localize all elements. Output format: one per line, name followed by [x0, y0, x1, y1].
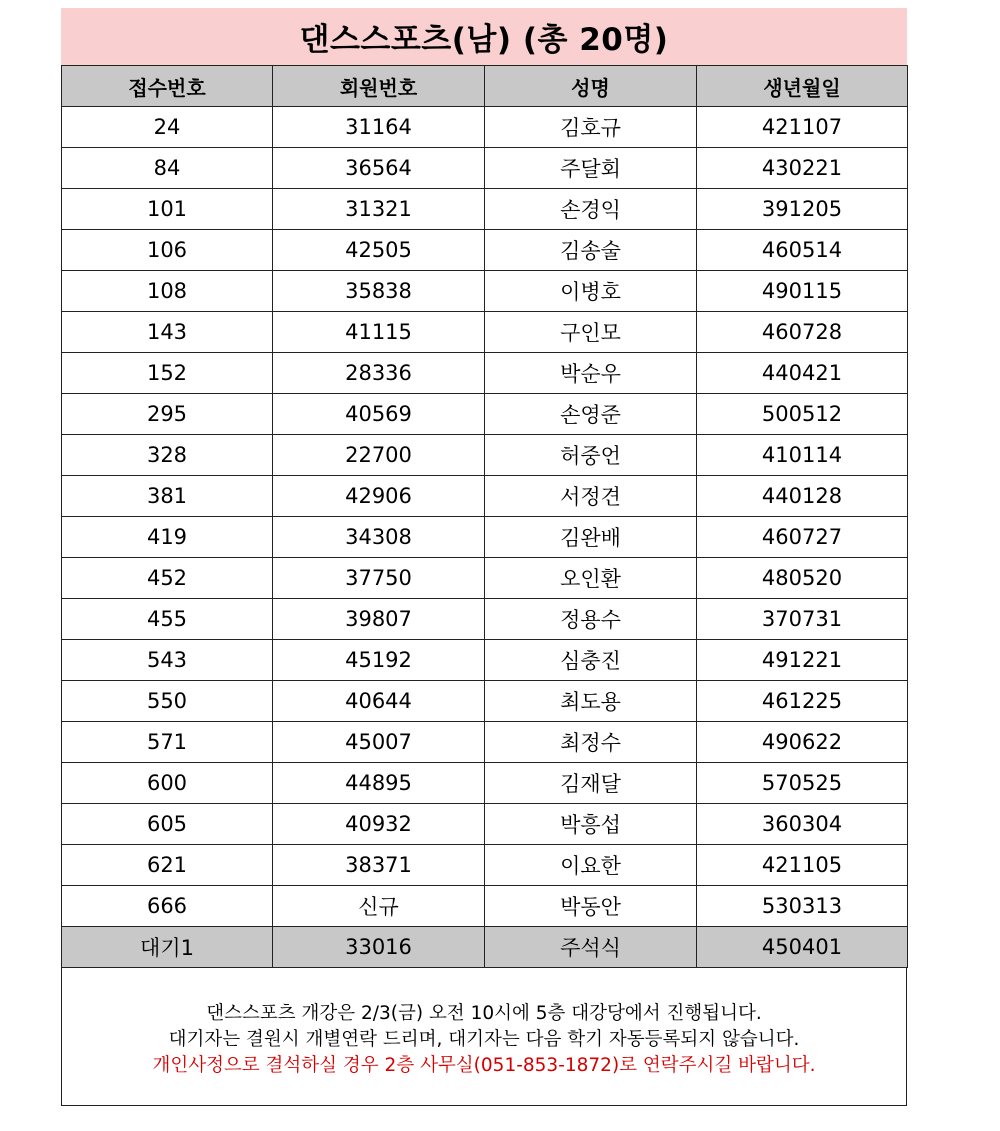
- header-name: 성명: [485, 66, 697, 107]
- roster-body: [62, 107, 908, 927]
- cell-name: 오인환: [485, 558, 697, 599]
- cell-member-number: 31321: [273, 189, 485, 230]
- cell-birthdate: 460727: [697, 517, 908, 558]
- cell-birthdate: 570525: [697, 763, 908, 804]
- table-header-row: [62, 66, 908, 107]
- cell-birthdate: 440421: [697, 353, 908, 394]
- cell-birthdate: 500512: [697, 394, 908, 435]
- table-row: [62, 517, 908, 558]
- cell-member-number: 42505: [273, 230, 485, 271]
- cell-receipt-number: 108: [62, 271, 273, 312]
- cell-birthdate: 410114: [697, 435, 908, 476]
- cell-member-number: 38371: [273, 845, 485, 886]
- cell-name: 김재달: [485, 763, 697, 804]
- table-row: [62, 189, 908, 230]
- cell-member-number: 28336: [273, 353, 485, 394]
- cell-member-number: 37750: [273, 558, 485, 599]
- cell-name: 김호규: [485, 107, 697, 148]
- cell-name: 이병호: [485, 271, 697, 312]
- cell-member-number: 34308: [273, 517, 485, 558]
- cell-birthdate: 490115: [697, 271, 908, 312]
- cell-receipt-number: 152: [62, 353, 273, 394]
- cell-name: 박순우: [485, 353, 697, 394]
- table-row: [62, 886, 908, 927]
- cell-name: 박흥섭: [485, 804, 697, 845]
- cell-member-number: 40569: [273, 394, 485, 435]
- cell-birthdate: 490622: [697, 722, 908, 763]
- cell-member-number: 신규: [273, 886, 485, 927]
- cell-birthdate: 421107: [697, 107, 908, 148]
- cell-birthdate: 360304: [697, 804, 908, 845]
- cell-receipt-number: 605: [62, 804, 273, 845]
- cell-receipt-number: 452: [62, 558, 273, 599]
- cell-birthdate: 530313: [697, 886, 908, 927]
- cell-birthdate: 461225: [697, 681, 908, 722]
- cell-name: 심충진: [485, 640, 697, 681]
- cell-receipt-number: 24: [62, 107, 273, 148]
- cell-receipt-number: 550: [62, 681, 273, 722]
- cell-name: 정용수: [485, 599, 697, 640]
- table-row: [62, 230, 908, 271]
- cell-name: 손경익: [485, 189, 697, 230]
- cell-receipt-number: 600: [62, 763, 273, 804]
- cell-name: 주달회: [485, 148, 697, 189]
- cell-birthdate: 421105: [697, 845, 908, 886]
- table-row: [62, 148, 908, 189]
- cell-member-number: 36564: [273, 148, 485, 189]
- cell-name: 김완배: [485, 517, 697, 558]
- cell-name: 최도용: [485, 681, 697, 722]
- header-member-number: 회원번호: [273, 66, 485, 107]
- cell-name: 김송술: [485, 230, 697, 271]
- table-row: [62, 271, 908, 312]
- cell-receipt-number: 106: [62, 230, 273, 271]
- cell-receipt-number: 543: [62, 640, 273, 681]
- cell-member-number: 40644: [273, 681, 485, 722]
- table-row: [62, 476, 908, 517]
- cell-receipt-number: 295: [62, 394, 273, 435]
- table-row: [62, 435, 908, 476]
- cell-name: 허중언: [485, 435, 697, 476]
- table-row: [62, 845, 908, 886]
- cell-birthdate: 440128: [697, 476, 908, 517]
- cell-member-number: 35838: [273, 271, 485, 312]
- table-row: [62, 107, 908, 148]
- notice-line-2: 대기자는 결원시 개별연락 드리며, 대기자는 다음 학기 자동등록되지 않습니다.: [168, 1028, 800, 1050]
- table-row: [62, 681, 908, 722]
- table-row: [62, 558, 908, 599]
- cell-receipt-number: 143: [62, 312, 273, 353]
- waiting-member-number: 33016: [273, 927, 485, 968]
- cell-receipt-number: 621: [62, 845, 273, 886]
- cell-member-number: 39807: [273, 599, 485, 640]
- cell-receipt-number: 101: [62, 189, 273, 230]
- roster-table: [61, 65, 908, 968]
- page-title: 댄스스포츠(남) (총 20명): [61, 8, 907, 65]
- cell-name: 박동안: [485, 886, 697, 927]
- cell-member-number: 41115: [273, 312, 485, 353]
- cell-name: 최정수: [485, 722, 697, 763]
- cell-member-number: 42906: [273, 476, 485, 517]
- cell-member-number: 45007: [273, 722, 485, 763]
- cell-birthdate: 491221: [697, 640, 908, 681]
- cell-name: 구인모: [485, 312, 697, 353]
- header-receipt-number: 접수번호: [62, 66, 273, 107]
- waiting-row: [62, 927, 908, 968]
- cell-member-number: 44895: [273, 763, 485, 804]
- cell-receipt-number: 571: [62, 722, 273, 763]
- cell-birthdate: 391205: [697, 189, 908, 230]
- notice-line-1: 댄스스포츠 개강은 2/3(금) 오전 10시에 5층 대강당에서 진행됩니다.: [206, 1002, 762, 1024]
- roster-sheet: [61, 8, 907, 1106]
- cell-member-number: 22700: [273, 435, 485, 476]
- waiting-receipt-number: 대기1: [62, 927, 273, 968]
- cell-birthdate: 430221: [697, 148, 908, 189]
- table-row: [62, 353, 908, 394]
- cell-receipt-number: 84: [62, 148, 273, 189]
- cell-name: 이요한: [485, 845, 697, 886]
- cell-receipt-number: 666: [62, 886, 273, 927]
- cell-receipt-number: 455: [62, 599, 273, 640]
- notice-line-3: 개인사정으로 결석하실 경우 2층 사무실(051-853-1872)로 연락주시길 바랍니다.: [152, 1054, 816, 1076]
- table-row: [62, 312, 908, 353]
- table-row: [62, 804, 908, 845]
- cell-name: 손영준: [485, 394, 697, 435]
- cell-birthdate: 460728: [697, 312, 908, 353]
- cell-receipt-number: 328: [62, 435, 273, 476]
- waiting-birthdate: 450401: [697, 927, 908, 968]
- table-row: [62, 763, 908, 804]
- cell-name: 서정견: [485, 476, 697, 517]
- cell-birthdate: 460514: [697, 230, 908, 271]
- table-row: [62, 640, 908, 681]
- table-row: [62, 599, 908, 640]
- table-row: [62, 722, 908, 763]
- table-row: [62, 394, 908, 435]
- cell-member-number: 45192: [273, 640, 485, 681]
- notice-box: [61, 968, 907, 1106]
- cell-birthdate: 480520: [697, 558, 908, 599]
- waiting-name: 주석식: [485, 927, 697, 968]
- cell-member-number: 31164: [273, 107, 485, 148]
- cell-receipt-number: 419: [62, 517, 273, 558]
- cell-member-number: 40932: [273, 804, 485, 845]
- cell-birthdate: 370731: [697, 599, 908, 640]
- header-birthdate: 생년월일: [697, 66, 908, 107]
- cell-receipt-number: 381: [62, 476, 273, 517]
